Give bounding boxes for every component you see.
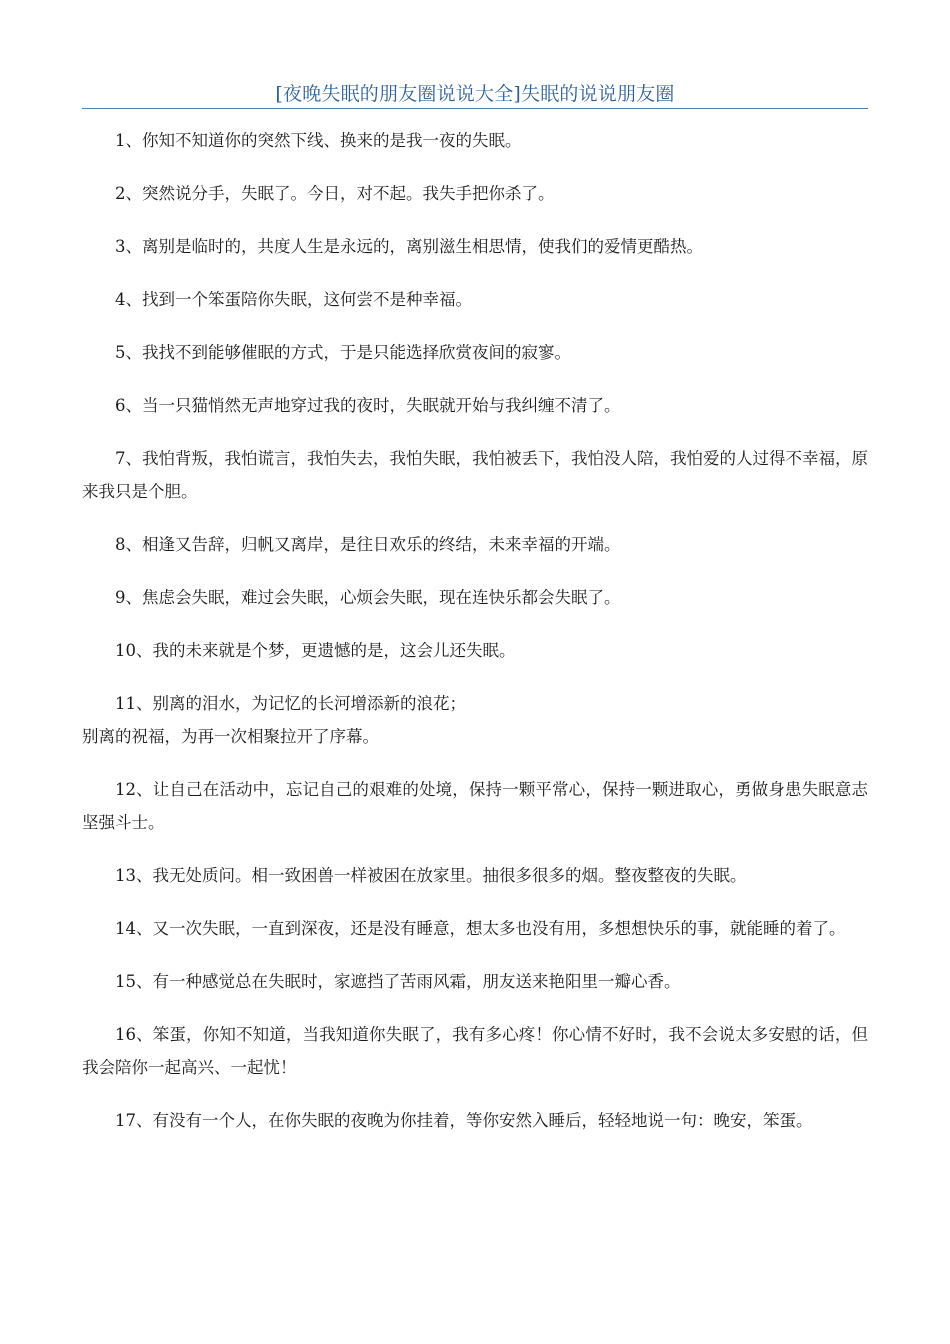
list-item — [82, 177, 868, 210]
list-item-text: 9、焦虑会失眠，难过会失眠，心烦会失眠，现在连快乐都会失眠了。 — [115, 588, 621, 607]
list-item-text: 15、有一种感觉总在失眠时，家遮挡了苦雨风霜，朋友送来艳阳里一瓣心香。 — [115, 972, 681, 991]
list-item-text: 3、离别是临时的，共度人生是永远的，离别滋生相思情，使我们的爱情更酷热。 — [115, 237, 703, 256]
list-item-text: 2、突然说分手，失眠了。今日，对不起。我失手把你杀了。 — [115, 184, 555, 203]
list-item — [82, 230, 868, 263]
list-item — [82, 528, 868, 561]
list-item-text: 12、让自己在活动中，忘记自己的艰难的处境，保持一颗平常心，保持一颗进取心，勇做身患失眠意志坚强斗士。 — [82, 780, 868, 832]
list-item — [82, 1018, 868, 1084]
list-item-text: 5、我找不到能够催眠的方式，于是只能选择欣赏夜间的寂寥。 — [115, 343, 571, 362]
list-item — [82, 634, 868, 667]
page-title: [夜晚失眠的朋友圈说说大全]失眠的说说朋友圈 — [275, 83, 675, 105]
title-divider — [82, 108, 868, 109]
list-item-text: 17、有没有一个人，在你失眠的夜晚为你挂着，等你安然入睡后，轻轻地说一句：晚安，笨蛋。 — [115, 1111, 813, 1130]
list-item-text: 16、笨蛋，你知不知道，当我知道你失眠了，我有多心疼！你心情不好时，我不会说太多安慰的话，但我会陪你一起高兴、一起忧！ — [82, 1025, 868, 1077]
list-item-text: 11、别离的泪水，为记忆的长河增添新的浪花； — [115, 694, 466, 713]
list-item-text: 7、我怕背叛，我怕谎言，我怕失去，我怕失眠，我怕被丢下，我怕没人陪，我怕爱的人过得不幸福，原来我只是个胆。 — [82, 449, 868, 501]
list-item — [82, 773, 868, 839]
list-item — [82, 1104, 868, 1137]
list-item-text: 13、我无处质问。相一致困兽一样被困在放家里。抽很多很多的烟。整夜整夜的失眠。 — [115, 866, 747, 885]
list-item — [82, 283, 868, 316]
list-item — [82, 389, 868, 422]
list-item — [82, 336, 868, 369]
list-item-text: 4、找到一个笨蛋陪你失眠，这何尝不是种幸福。 — [115, 290, 472, 309]
document-body — [82, 124, 868, 1157]
list-item — [82, 859, 868, 892]
list-item-continuation: 别离的祝福，为再一次相聚拉开了序幕。 — [82, 727, 379, 746]
list-item-text: 14、又一次失眠，一直到深夜，还是没有睡意，想太多也没有用，多想想快乐的事，就能睡的着了。 — [115, 919, 846, 938]
list-item-text: 1、你知不知道你的突然下线、换来的是我一夜的失眠。 — [115, 131, 522, 150]
list-item — [82, 687, 868, 753]
list-item — [82, 912, 868, 945]
list-item-text: 10、我的未来就是个梦，更遗憾的是，这会儿还失眠。 — [115, 641, 516, 660]
list-item-text: 8、相逢又告辞，归帆又离岸，是往日欢乐的终结，未来幸福的开端。 — [115, 535, 621, 554]
list-item — [82, 442, 868, 508]
list-item-text: 6、当一只猫悄然无声地穿过我的夜时，失眠就开始与我纠缠不清了。 — [115, 396, 621, 415]
list-item — [82, 581, 868, 614]
list-item — [82, 124, 868, 157]
list-item — [82, 965, 868, 998]
